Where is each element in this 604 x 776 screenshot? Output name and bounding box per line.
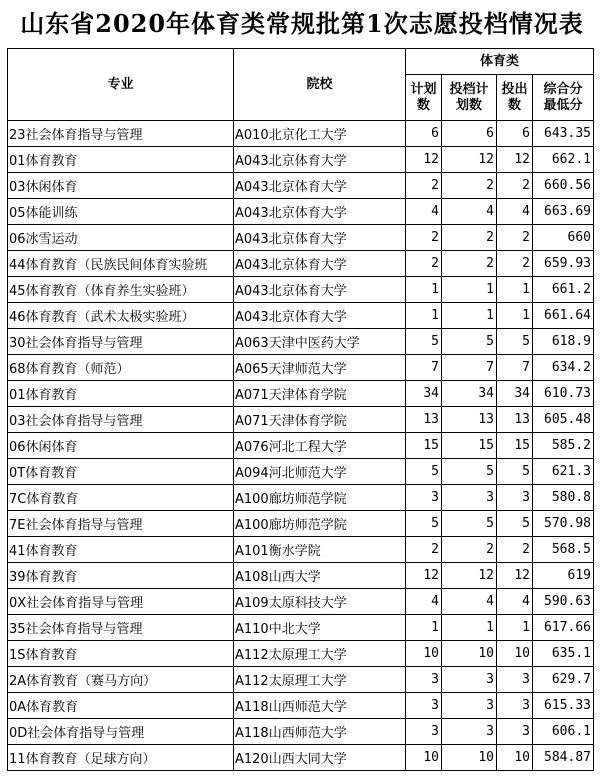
cell-cast: 13 [497,407,533,433]
cell-cast: 2 [497,173,533,199]
cell-cast: 4 [497,589,533,615]
cell-school: A112太原理工大学 [234,667,406,693]
cell-major: 7E社会体育指导与管理 [8,511,234,537]
cell-cast: 12 [497,563,533,589]
header-min-score: 综合分 最低分 [533,75,594,121]
cell-min-score: 634.2 [533,355,594,381]
cell-cast: 3 [497,485,533,511]
table-row [8,615,594,641]
table-row [8,511,594,537]
cell-cast: 4 [497,199,533,225]
cell-major: 0D社会体育指导与管理 [8,719,234,745]
cell-plan: 2 [406,251,442,277]
cell-min-score: 629.7 [533,667,594,693]
cell-cast: 10 [497,745,533,771]
cell-school: A043北京体育大学 [234,147,406,173]
cell-cast: 10 [497,641,533,667]
cell-major: 68体育教育（师范） [8,355,234,381]
cell-plan: 1 [406,615,442,641]
cell-min-score: 661.64 [533,303,594,329]
cell-min-score: 660 [533,225,594,251]
cell-cast: 12 [497,147,533,173]
table-row [8,251,594,277]
table-row [8,173,594,199]
page-title: 山东省2020年体育类常规批第1次志愿投档情况表 [20,9,584,38]
cell-plan: 3 [406,485,442,511]
cell-major: 7C体育教育 [8,485,234,511]
cell-cast: 5 [497,511,533,537]
cell-plan: 6 [406,121,442,147]
cell-school: A043北京体育大学 [234,173,406,199]
table-row [8,121,594,147]
table-row [8,589,594,615]
cell-plan: 2 [406,225,442,251]
cell-plan: 3 [406,719,442,745]
cell-min-score: 584.87 [533,745,594,771]
cell-min-score: 568.5 [533,537,594,563]
cell-cast-plan: 3 [442,693,497,719]
cell-min-score: 643.35 [533,121,594,147]
table-row [8,407,594,433]
cell-min-score: 570.98 [533,511,594,537]
cell-major: 03休闲体育 [8,173,234,199]
cell-cast-plan: 2 [442,173,497,199]
cell-min-score: 585.2 [533,433,594,459]
cell-school: A100廊坊师范学院 [234,485,406,511]
cell-cast: 3 [497,693,533,719]
header-group: 体育类 [406,49,594,75]
cell-cast-plan: 4 [442,589,497,615]
cell-cast-plan: 3 [442,485,497,511]
cell-plan: 10 [406,641,442,667]
cell-school: A071天津体育学院 [234,407,406,433]
cell-major: 45体育教育（体育养生实验班） [8,277,234,303]
table-row [8,355,594,381]
cell-min-score: 605.48 [533,407,594,433]
cell-cast-plan: 4 [442,199,497,225]
cell-cast: 34 [497,381,533,407]
cell-plan: 7 [406,355,442,381]
cell-plan: 5 [406,329,442,355]
cell-min-score: 663.69 [533,199,594,225]
table-row [8,641,594,667]
cell-cast-plan: 10 [442,641,497,667]
cell-cast-plan: 7 [442,355,497,381]
table-row [8,485,594,511]
cell-cast-plan: 1 [442,615,497,641]
cell-major: 01体育教育 [8,147,234,173]
table-row [8,667,594,693]
cell-cast: 3 [497,667,533,693]
cell-school: A120山西大同大学 [234,745,406,771]
table-row [8,225,594,251]
cell-cast: 6 [497,121,533,147]
cell-school: A071天津体育学院 [234,381,406,407]
cell-cast: 1 [497,303,533,329]
cell-school: A118山西师范大学 [234,719,406,745]
cell-school: A043北京体育大学 [234,251,406,277]
cell-major: 0X社会体育指导与管理 [8,589,234,615]
cell-school: A110中北大学 [234,615,406,641]
table-row [8,329,594,355]
cell-cast: 5 [497,459,533,485]
table-row [8,563,594,589]
cell-min-score: 615.33 [533,693,594,719]
cell-min-score: 580.8 [533,485,594,511]
cell-min-score: 619 [533,563,594,589]
cell-school: A109太原科技大学 [234,589,406,615]
cell-cast: 1 [497,277,533,303]
table-row [8,147,594,173]
table-row [8,537,594,563]
cell-plan: 5 [406,511,442,537]
cell-min-score: 635.1 [533,641,594,667]
cell-cast: 3 [497,719,533,745]
cell-plan: 15 [406,433,442,459]
cell-school: A100廊坊师范学院 [234,511,406,537]
table-row [8,199,594,225]
cell-school: A043北京体育大学 [234,277,406,303]
cell-major: 05体能训练 [8,199,234,225]
cell-major: 35社会体育指导与管理 [8,615,234,641]
table-row [8,459,594,485]
cell-plan: 3 [406,667,442,693]
cell-major: 39体育教育 [8,563,234,589]
cell-major: 06冰雪运动 [8,225,234,251]
cell-cast-plan: 2 [442,251,497,277]
header-school: 院校 [234,49,406,121]
cell-cast-plan: 12 [442,563,497,589]
cell-cast-plan: 3 [442,667,497,693]
cell-min-score: 621.3 [533,459,594,485]
cell-major: 06休闲体育 [8,433,234,459]
cell-min-score: 662.1 [533,147,594,173]
cell-min-score: 660.56 [533,173,594,199]
header-plan: 计划 数 [406,75,442,121]
cell-school: A043北京体育大学 [234,199,406,225]
cell-plan: 4 [406,589,442,615]
cell-cast: 5 [497,329,533,355]
cell-school: A076河北工程大学 [234,433,406,459]
cell-min-score: 618.9 [533,329,594,355]
table-row [8,693,594,719]
cell-min-score: 659.93 [533,251,594,277]
cell-cast-plan: 6 [442,121,497,147]
cell-school: A063天津中医药大学 [234,329,406,355]
cell-cast-plan: 2 [442,225,497,251]
cell-major: 30社会体育指导与管理 [8,329,234,355]
cell-cast-plan: 5 [442,511,497,537]
table-row [8,433,594,459]
cell-plan: 2 [406,537,442,563]
cell-cast-plan: 5 [442,329,497,355]
cell-cast: 2 [497,537,533,563]
cell-cast-plan: 1 [442,277,497,303]
table-row [8,719,594,745]
cell-cast: 1 [497,615,533,641]
table-row [8,381,594,407]
table-row [8,745,594,771]
cell-school: A043北京体育大学 [234,225,406,251]
cell-min-score: 606.1 [533,719,594,745]
header-major: 专业 [8,49,234,121]
cell-plan: 1 [406,277,442,303]
cell-plan: 34 [406,381,442,407]
cell-school: A118山西师范大学 [234,693,406,719]
cell-cast: 2 [497,225,533,251]
cell-cast-plan: 13 [442,407,497,433]
cell-major: 23社会体育指导与管理 [8,121,234,147]
cell-major: 0T体育教育 [8,459,234,485]
cell-major: 46体育教育（武术太极实验班） [8,303,234,329]
cell-school: A112太原理工大学 [234,641,406,667]
cell-plan: 10 [406,745,442,771]
cell-school: A101衡水学院 [234,537,406,563]
cell-plan: 12 [406,147,442,173]
cell-cast: 15 [497,433,533,459]
cell-major: 03社会体育指导与管理 [8,407,234,433]
cell-major: 0A体育教育 [8,693,234,719]
cell-cast: 2 [497,251,533,277]
cell-plan: 5 [406,459,442,485]
cell-school: A108山西大学 [234,563,406,589]
cell-cast-plan: 12 [442,147,497,173]
cell-plan: 3 [406,693,442,719]
cell-major: 2A体育教育（赛马方向） [8,667,234,693]
cell-plan: 12 [406,563,442,589]
cell-major: 44体育教育（民族民间体育实验班 [8,251,234,277]
cell-major: 1S体育教育 [8,641,234,667]
cell-school: A010北京化工大学 [234,121,406,147]
cell-major: 41体育教育 [8,537,234,563]
table-row [8,277,594,303]
cell-min-score: 617.66 [533,615,594,641]
cell-cast-plan: 5 [442,459,497,485]
cell-cast-plan: 10 [442,745,497,771]
cell-plan: 4 [406,199,442,225]
cell-min-score: 590.63 [533,589,594,615]
cell-cast-plan: 34 [442,381,497,407]
cell-min-score: 610.73 [533,381,594,407]
table-row [8,303,594,329]
header-cast-plan: 投档计 划数 [442,75,497,121]
table-body [8,121,594,771]
cell-school: A065天津师范大学 [234,355,406,381]
cell-cast-plan: 2 [442,537,497,563]
cell-plan: 2 [406,173,442,199]
admission-table [7,48,594,771]
cell-major: 01体育教育 [8,381,234,407]
cell-school: A094河北师范大学 [234,459,406,485]
cell-cast-plan: 3 [442,719,497,745]
cell-min-score: 661.2 [533,277,594,303]
cell-cast-plan: 15 [442,433,497,459]
cell-cast-plan: 1 [442,303,497,329]
cell-major: 11体育教育（足球方向） [8,745,234,771]
cell-cast: 7 [497,355,533,381]
cell-school: A043北京体育大学 [234,303,406,329]
header-cast: 投出 数 [497,75,533,121]
cell-plan: 13 [406,407,442,433]
cell-plan: 1 [406,303,442,329]
